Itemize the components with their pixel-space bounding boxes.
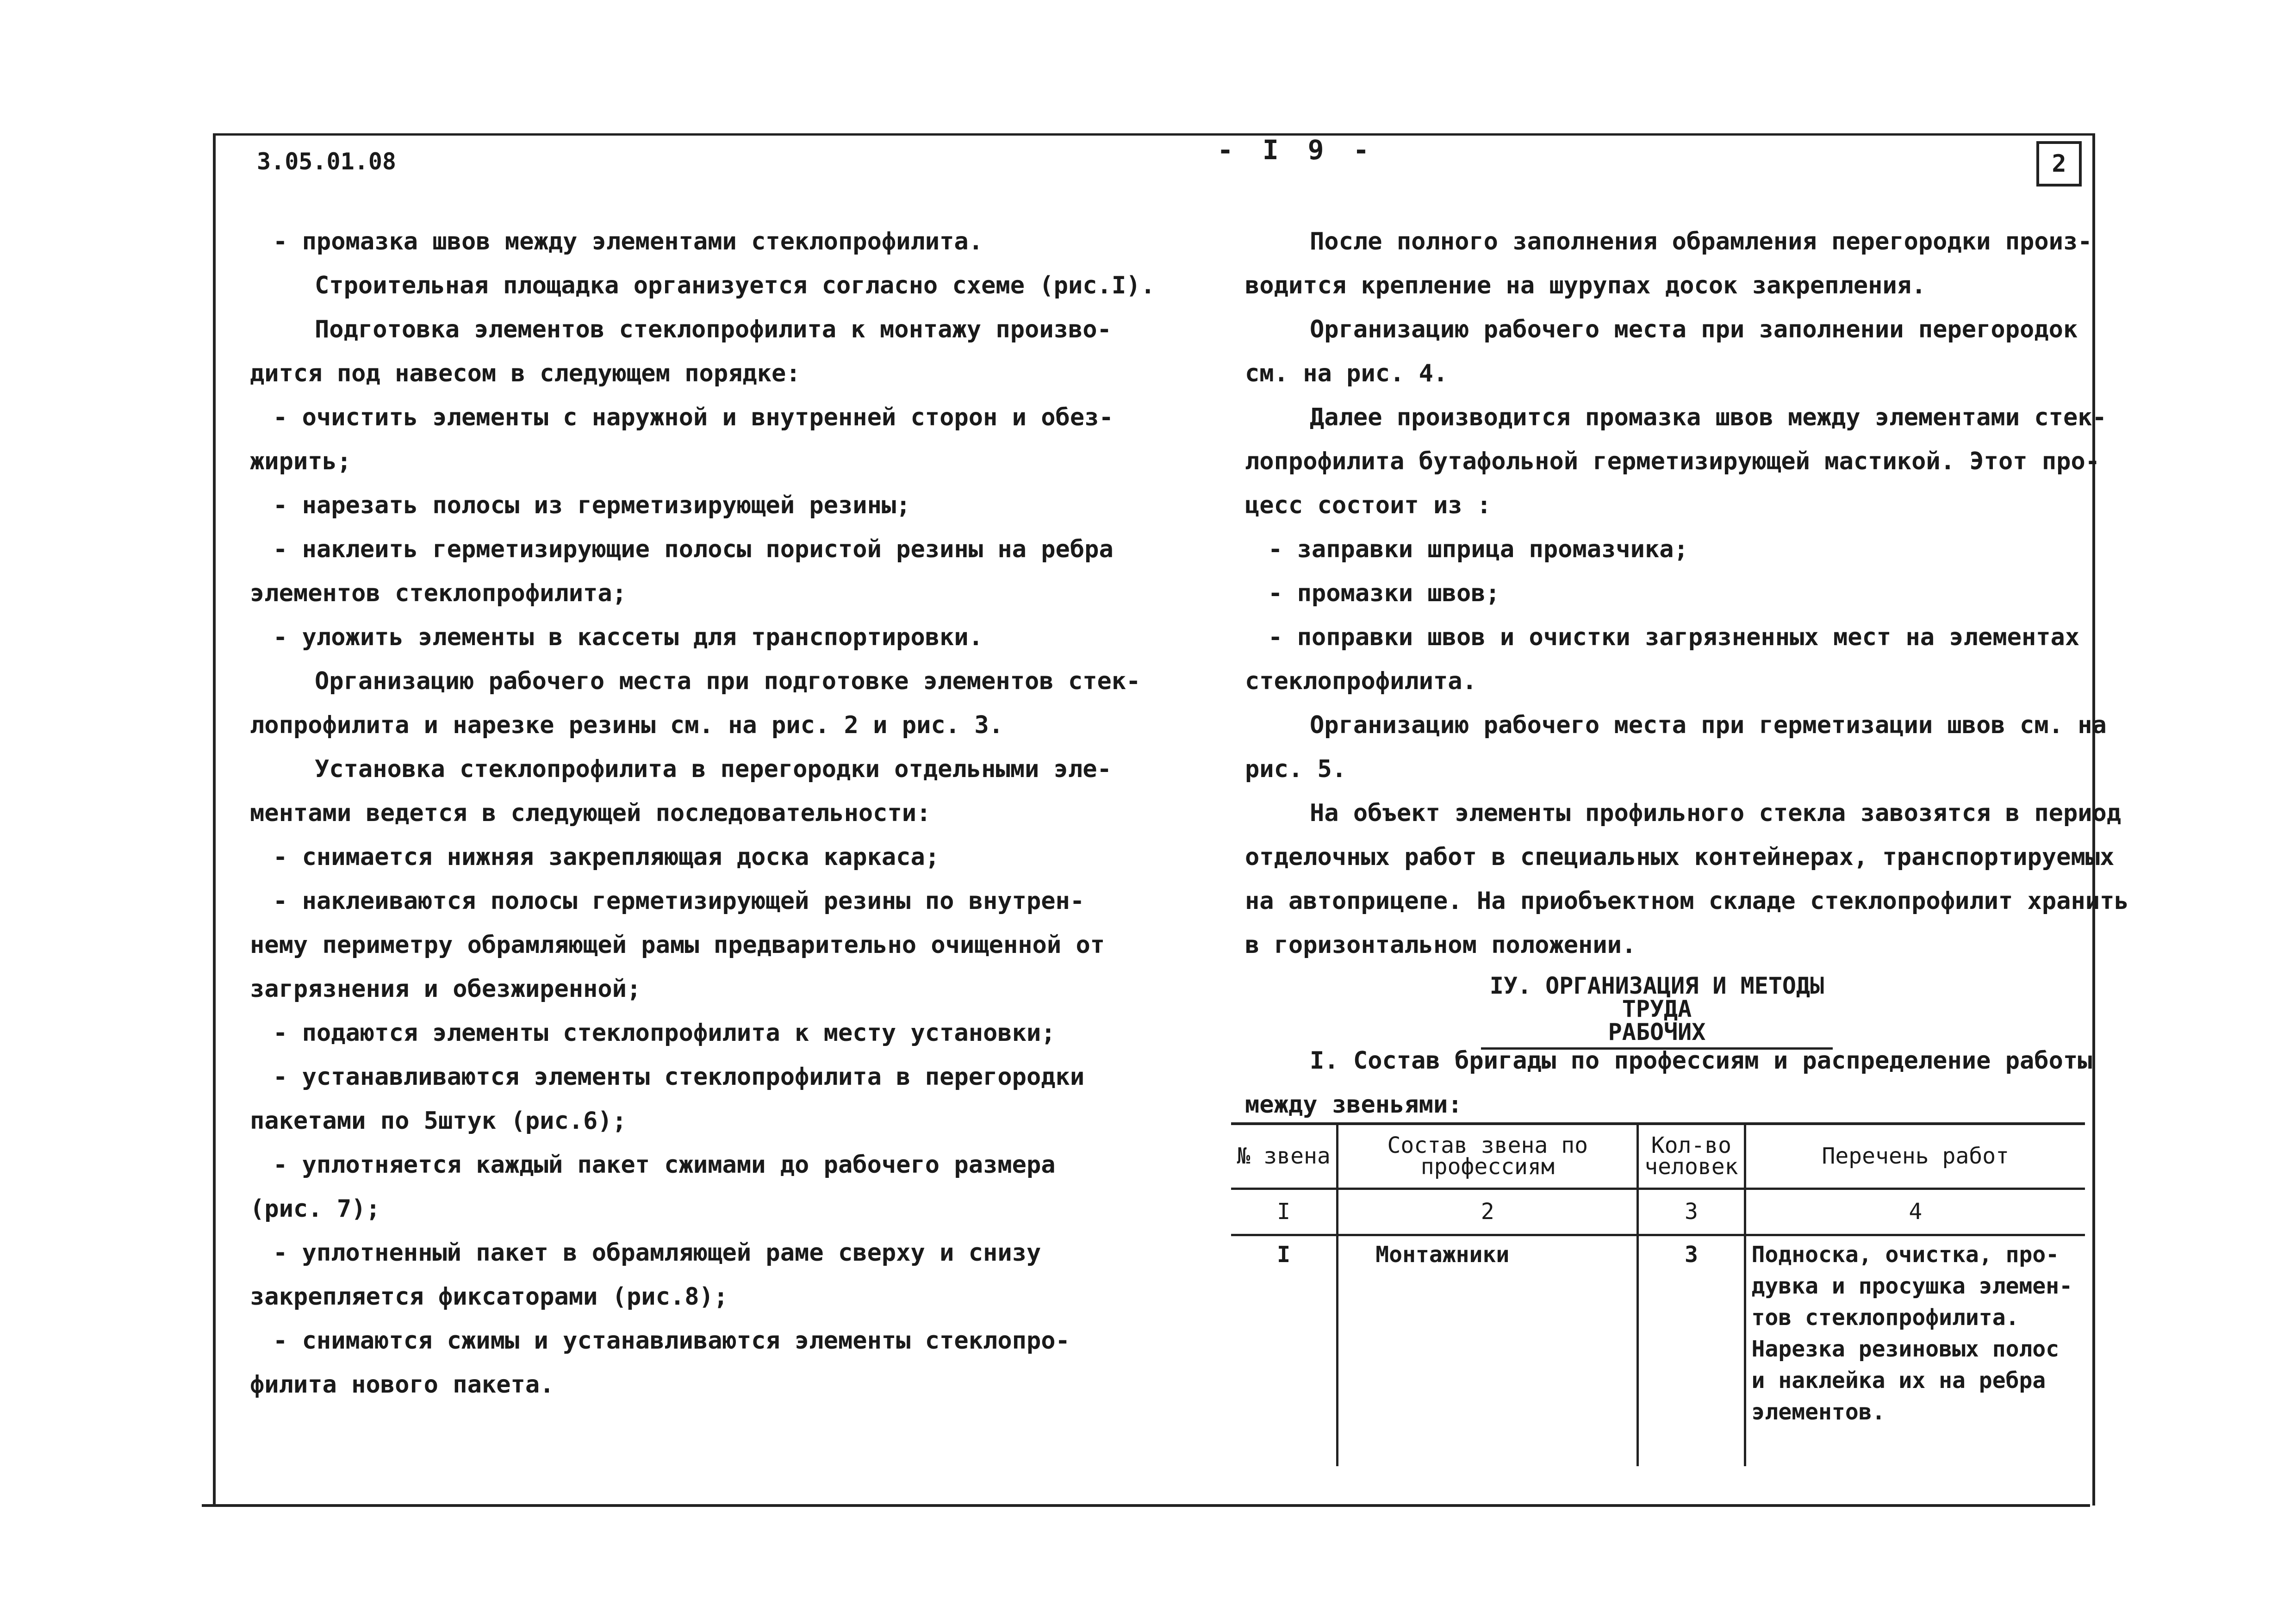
text-line: см. на рис. 4.: [1245, 360, 1448, 387]
text-line: - поправки швов и очистки загрязненных мест на элементах: [1268, 623, 2080, 651]
text-line: После полного заполнения обрамления перегородки произ-: [1310, 228, 2092, 255]
text-line: - заправки шприца промазчика;: [1268, 535, 1688, 563]
text-line: жирить;: [250, 448, 352, 475]
text-line: лопрофилита бутафольной герметизирующей мастикой. Этот про-: [1245, 448, 2100, 475]
column-number: 4: [1745, 1188, 2085, 1235]
text-line: (рис. 7);: [250, 1195, 380, 1223]
text-line: На объект элементы профильного стекла завозятся в период: [1310, 799, 2122, 827]
text-line: Подготовка элементов стеклопрофилита к монтажу произво-: [315, 316, 1112, 343]
text-line: отделочных работ в специальных контейнерах, транспортируемых: [1245, 843, 2115, 871]
work-line: дувка и просушка элемен-: [1751, 1273, 2073, 1299]
intro-line-1: I. Состав бригады по профессиям и распределение работы: [1310, 1047, 2092, 1075]
text-line: Установка стеклопрофилита в перегородки отдельными эле-: [315, 755, 1112, 783]
text-line: - нарезать полосы из герметизирующей резины;: [273, 492, 911, 519]
work-line: элементов.: [1751, 1399, 1885, 1425]
text-line: - промазки швов;: [1268, 579, 1500, 607]
text-line: - уплотняется каждый пакет сжимами до рабочего размера: [273, 1151, 1056, 1179]
column-number: 3: [1638, 1188, 1745, 1235]
cell-work-list: [1745, 1235, 2085, 1466]
document-code: 3.05.01.08: [257, 148, 397, 175]
work-line: Подноска, очистка, про-: [1751, 1241, 2060, 1268]
work-line: тов стеклопрофилита.: [1751, 1304, 2019, 1331]
text-line: дится под навесом в следующем порядке:: [250, 360, 801, 387]
text-line: Организацию рабочего места при подготовке элементов стек-: [315, 667, 1141, 695]
cell-count: 3: [1638, 1235, 1745, 1466]
text-line: Далее производится промазка швов между элементами стек-: [1310, 404, 2107, 431]
intro-line-2: между звеньями:: [1245, 1091, 1462, 1119]
text-line: закрепляется фиксаторами (рис.8);: [250, 1283, 728, 1311]
text-line: на автоприцепе. На приобъектном складе стеклопрофилит хранить: [1245, 887, 2129, 915]
text-line: - уложить элементы в кассеты для транспортировки.: [273, 623, 983, 651]
header-count: Кол-во человек: [1638, 1124, 1745, 1188]
text-line: загрязнения и обезжиренной;: [250, 975, 641, 1003]
bottom-rule: [202, 1504, 2090, 1507]
sheet-number: 2: [2052, 150, 2066, 178]
header-composition: Состав звена по профессиям: [1338, 1124, 1638, 1188]
text-line: - наклеить герметизирующие полосы пористой резины на ребра: [273, 535, 1114, 563]
header-team-number: № звена: [1231, 1124, 1338, 1188]
text-line: - подаются элементы стеклопрофилита к месту установки;: [273, 1019, 1056, 1047]
section-title-line2: РАБОЧИХ: [1608, 1019, 1706, 1045]
table-row: [1231, 1235, 2085, 1466]
work-line: Нарезка резиновых полос: [1751, 1336, 2060, 1362]
text-line: - снимается нижняя закрепляющая доска каркаса;: [273, 843, 940, 871]
column-number: I: [1231, 1188, 1338, 1235]
section-title-line1: IУ. ОРГАНИЗАЦИЯ И МЕТОДЫ ТРУДА: [1489, 972, 1824, 1022]
text-line: нему периметру обрамляющей рамы предварительно очищенной от: [250, 931, 1105, 959]
table-intro: [1245, 1039, 2092, 1127]
text-line: пакетами по 5штук (рис.6);: [250, 1107, 627, 1135]
right-column: [1245, 220, 2129, 967]
text-line: филита нового пакета.: [250, 1371, 554, 1399]
text-line: - снимаются сжимы и устанавливаются элементы стеклопро-: [273, 1327, 1070, 1355]
left-column: [250, 220, 1155, 1407]
text-line: цесс состоит из :: [1245, 492, 1492, 519]
cell-composition: Монтажники: [1338, 1235, 1638, 1466]
text-line: - уплотненный пакет в обрамляющей раме сверху и снизу: [273, 1239, 1041, 1267]
text-line: Организацию рабочего места при герметизации швов см. на: [1310, 711, 2107, 739]
text-line: Организацию рабочего места при заполнении перегородок: [1310, 316, 2078, 343]
text-line: - очистить элементы с наружной и внутренней сторон и обез-: [273, 404, 1114, 431]
header-work-list: Перечень работ: [1745, 1124, 2085, 1188]
text-line: водится крепление на шурупах досок закрепления.: [1245, 272, 1926, 299]
text-line: в горизонтальном положении.: [1245, 931, 1636, 959]
work-line: и наклейка их на ребра: [1751, 1367, 2046, 1394]
section-heading: [1449, 974, 1865, 1050]
cell-team-number: I: [1231, 1235, 1338, 1466]
page-number: - I 9 -: [1217, 134, 1376, 166]
column-number: 2: [1338, 1188, 1638, 1235]
text-line: - наклеиваются полосы герметизирующей резины по внутрен-: [273, 887, 1085, 915]
text-line: - промазка швов между элементами стеклопрофилита.: [273, 228, 983, 255]
text-line: лопрофилита и нарезке резины см. на рис. 2 и рис. 3.: [250, 711, 1003, 739]
text-line: - устанавливаются элементы стеклопрофилита в перегородки: [273, 1063, 1085, 1091]
text-line: Строительная площадка организуется согласно схеме (рис.I).: [315, 272, 1155, 299]
text-line: рис. 5.: [1245, 755, 1347, 783]
sheet-number-box: [2036, 141, 2082, 187]
text-line: ментами ведется в следующей последовательности:: [250, 799, 931, 827]
text-line: элементов стеклопрофилита;: [250, 579, 627, 607]
text-line: стеклопрофилита.: [1245, 667, 1477, 695]
crew-table: [1231, 1122, 2085, 1466]
